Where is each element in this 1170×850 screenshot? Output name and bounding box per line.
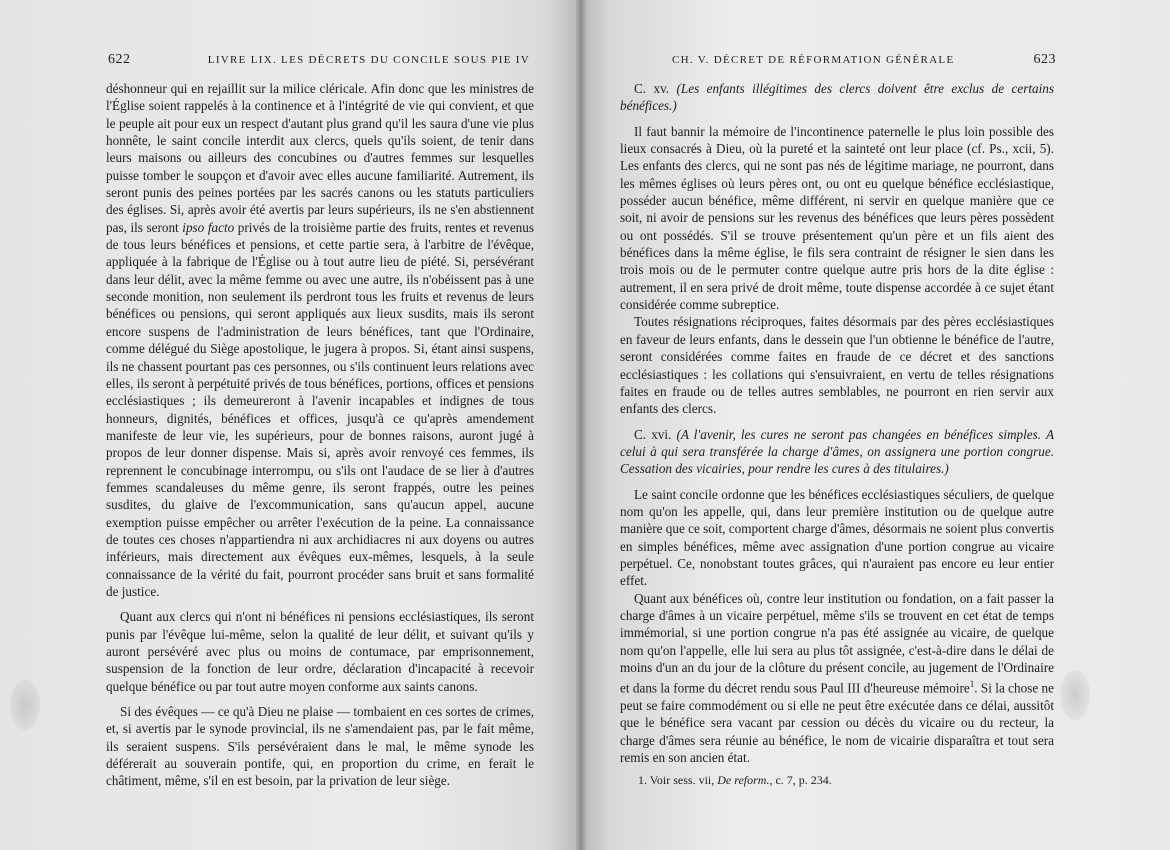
left-folio: 622 bbox=[108, 52, 131, 67]
left-text-block bbox=[106, 80, 534, 790]
chapter-xvi-rubric: (A l'avenir, les cures ne seront pas changées en bénéfices simples. A celui à qui sera transférée la charge d'âmes, on assignera une portion congrue. Cessation des vicairies, pour rendre les cures à des titulaires.) bbox=[620, 426, 1054, 477]
page-stain-right bbox=[1060, 670, 1090, 720]
right-text-block bbox=[620, 80, 1054, 766]
footnote bbox=[638, 772, 1068, 788]
left-page bbox=[0, 0, 580, 850]
book-gutter bbox=[576, 0, 586, 850]
left-p1-part-a: déshonneur qui en rejaillit sur la milice cléricale. Afin donc que les ministres de l'Église soient rappelés à la continence et à l'intégrité de vie qui convient, et que le peuple ait pour eux un respect d'autant plus grand qu'il les saura d'une vie plus honnête, le saint concile interdit aux clercs, quels qu'ils soient, de tenir dans leurs maisons ou ailleurs des concubines ou d'autres femmes sur lesquelles puisse tomber le soupçon et d'avoir avec elles aucune familiarité. Autrement, ils seront punis des peines portées par les sacrés canons ou les statuts particuliers des églises. Si, après avoir été avertis par leurs supérieurs, ils ne s'en abstiennent pas, ils seront bbox=[106, 81, 534, 235]
chapter-xvi-number: C. xvi. bbox=[634, 426, 672, 442]
page-stain bbox=[10, 680, 40, 730]
ipso-facto-italic: ipso facto bbox=[182, 219, 235, 235]
left-paragraph-3: Si des évêques — ce qu'à Dieu ne plaise — tombaient en ces sortes de crimes, et, si avertis par le synode provincial, ils ne s'amendaient pas, par le fait même, ils seraient suspens. S'ils persévéraient dans le mal, le même synode les déférerait au souverain pontife, qui, en proportion du crime, en ferait le châtiment, même, s'il en est besoin, par la privation de leur siège. bbox=[106, 704, 534, 789]
right-paragraph-4 bbox=[620, 590, 1054, 767]
footnote-reference: 1 bbox=[969, 679, 975, 690]
right-page bbox=[580, 0, 1170, 850]
chapter-xv-heading bbox=[620, 80, 1054, 115]
chapter-xv-number: C. xv. bbox=[634, 81, 670, 96]
right-running-head bbox=[620, 52, 1056, 72]
footnote-part-b: , c. 7, p. 234. bbox=[769, 773, 832, 787]
left-running-head bbox=[108, 52, 530, 72]
right-running-title: CH. V. DÉCRET DE RÉFORMATION GÉNÉRALE bbox=[672, 54, 955, 66]
footnote-part-a: 1. Voir sess. vii, bbox=[638, 773, 718, 787]
left-running-title: LIVRE LIX. LES DÉCRETS DU CONCILE SOUS PIE IV bbox=[207, 54, 530, 66]
left-paragraph-2: Quant aux clercs qui n'ont ni bénéfices ni pensions ecclésiastiques, ils seront punis par l'évêque lui-même, selon la qualité de leur délit, et suivant qu'ils y auront persévéré avec plus ou moins de contumace, par emprisonnement, suspension de la fonction de leur ordre, déclaration d'incapacité à recevoir quelque bénéfice ou par tout autre moyen conforme aux saints canons. bbox=[106, 609, 534, 694]
right-folio: 623 bbox=[1033, 52, 1056, 67]
chapter-xv-rubric: (Les enfants illégitimes des clercs doivent être exclus de certains bénéfices.) bbox=[620, 81, 1054, 114]
chapter-xvi-heading bbox=[620, 426, 1054, 478]
right-paragraph-1: Il faut bannir la mémoire de l'incontinence paternelle le plus loin possible des lieux consacrés à Dieu, où la pureté et la sainteté ont leur place (cf. Ps., xcii, 5). Les enfants des clercs, qui ne sont pas nés de légitime mariage, ne pourront, dans les mêmes églises où leurs pères ont, ou ont eu quelque bénéfice ecclésiastique, posséder aucun bénéfice, même différent, ni servir en quelque manière que ce soit, ni avoir de pensions sur les revenus des bénéfices que leurs pères possèdent ou ont possédés. S'il se trouve présentement qu'un père et un fils aient des bénéfices dans la même église, le fils sera contraint de résigner le sien dans les trois mois ou de le permuter contre quelque autre pris hors de la dite église : autrement, il en sera privé de droit même, toute dispense accordée à ce sujet étant considérée comme subreptice. bbox=[620, 123, 1054, 313]
right-paragraph-2: Toutes résignations réciproques, faites désormais par des pères ecclésiastiques en faveur de leurs enfants, dans le dessein que l'un obtienne le bénéfice de l'autre, seront considérées comme faites en fraude de ce décret et des sanctions ecclésiastiques : les collations qui s'ensuivraient, en vertu de telles résignations faites en fraude ou de telles autres semblables, ne pourront en rien servir aux enfants des clercs. bbox=[620, 314, 1054, 417]
right-p4-part-a: Quant aux bénéfices où, contre leur institution ou fondation, on a fait passer la charge d'âmes à un vicaire perpétuel, même s'ils se trouvent en cet état de temps immémorial, si une portion congrue n'a pas été assignée au vicaire, de quelque nom qu'on l'appelle, elle lui sera au plus tôt assignée, c'est-à-dire dans le délai de moins d'un an du jour de la clôture du présent concile, au jugement de l'Ordinaire et dans la forme du décret rendu sous Paul III d'heureuse mémoire bbox=[620, 590, 1054, 696]
right-p4-part-b: . Si la chose ne peut se faire commodément ou si elle ne peut être exécutée dans ce délai, aussitôt que le bénéfice sera vacant par cession ou décès du vicaire ou du recteur, la charge d'âmes sera réunie au bénéfice, le nom de vicairie disparaîtra et tout sera remis en son ancien état. bbox=[620, 680, 1054, 766]
right-paragraph-3: Le saint concile ordonne que les bénéfices ecclésiastiques séculiers, de quelque nom qu'on les appelle, qui, dans leur première institution ou de quelque autre manière que ce soit, comportent charge d'âmes, désormais ne soient plus convertis en simples bénéfices, même avec assignation d'une portion congrue au vicaire perpétuel. Ce, nonobstant toutes grâces, qui n'auraient pas encore eu leur entier effet. bbox=[620, 486, 1054, 589]
left-p1-part-b: privés de la troisième partie des fruits, rentes et revenus de tous leurs bénéfices et pensions, et cette partie sera, à l'arbitre de l'évêque, appliquée à la fabrique de l'Église ou à tout autre lieu de piété. Si, persévérant dans leur délit, avec la même femme ou avec une autre, ils n'obéissent pas à une seconde monition, non seulement ils perdront tous les fruits et revenus de leurs bénéfices ou pensions, qui seront appliqués aux lieux susdits, mais ils seront encore suspens de l'administration de leurs bénéfices, tant que l'Ordinaire, comme délégué du Siège apostolique, le jugera à propos. Si, étant ainsi suspens, ils ne chassent pourtant pas ces personnes, ou s'ils continuent leurs relations avec elles, ils seront à perpétuité privés de tous bénéfices, portions, offices et pensions ecclésiastiques ; ils demeureront à l'avenir incapables et indignes de tous honneurs, dignités, bénéfices et offices, jusqu'à ce qu'après amendement manifeste de leur vie, les supérieurs, pour de bonnes raisons, auront jugé à propos de leur donner dispense. Mais si, après avoir renvoyé ces femmes, ils reprennent le concubinage interrompu, ou s'ils ont l'audace de se lier à d'autres femmes scandaleuses du même genre, ils seront frappés, outre les peines susdites, du glaive de l'excommunication, sans qu'aucun appel, aucune exemption puisse empêcher ou arrêter l'exécution de la peine. La connaissance de toutes ces choses n'appartiendra ni aux archidiacres ni aux doyens ou autres inférieurs, mais directement aux évêques eux-mêmes, lesquels, à la seule connaissance de la vérité du fait, pourront procéder sans bruit et sans formalité de justice. bbox=[106, 219, 534, 599]
footnote-italic: De reform. bbox=[717, 773, 770, 787]
left-paragraph-1 bbox=[106, 80, 534, 600]
